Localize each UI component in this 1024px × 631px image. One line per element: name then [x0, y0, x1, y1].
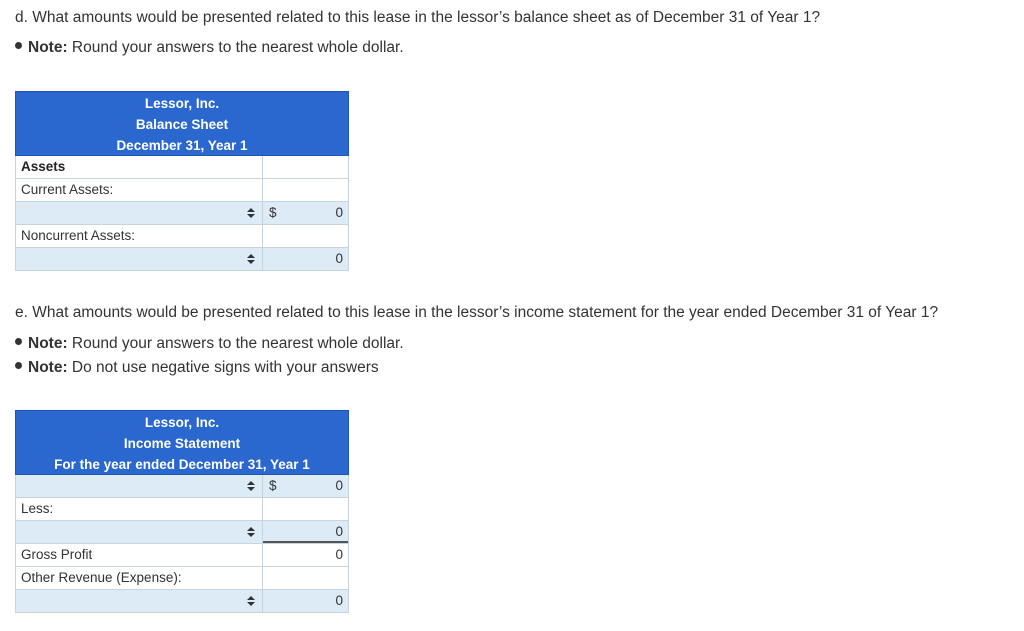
noncurrent-assets-label-row [15, 225, 349, 248]
income-statement-header: Lessor, Inc. Income Statement For the year ended December 31, Year 1 [15, 410, 349, 475]
select-arrows-icon [246, 595, 256, 607]
bullet-icon [15, 362, 22, 369]
assets-heading-row [15, 156, 349, 179]
current-assets-input-row [15, 202, 349, 225]
select-arrows-icon [246, 207, 256, 219]
cost-input-row [15, 521, 349, 544]
income-statement-table [15, 410, 349, 613]
noncurrent-assets-label: Noncurrent Assets: [16, 225, 263, 247]
dollar-sign: $ [269, 478, 277, 493]
other-revenue-amount-input[interactable] [263, 590, 348, 612]
bullet-icon [15, 338, 22, 345]
gross-profit-row [15, 544, 349, 567]
noncurrent-assets-amount: 0 [335, 251, 343, 266]
assets-label: Assets [16, 156, 263, 178]
revenue-input-row [15, 475, 349, 498]
dollar-sign: $ [269, 205, 277, 220]
balance-sheet-header: Lessor, Inc. Balance Sheet December 31, Year 1 [15, 91, 349, 156]
cost-amount-input[interactable] [263, 521, 348, 543]
current-assets-label-row [15, 179, 349, 202]
balance-sheet-table [15, 91, 349, 271]
gross-profit-amount: 0 [335, 547, 343, 562]
select-arrows-icon [246, 526, 256, 538]
noncurrent-assets-account-select[interactable] [16, 248, 263, 270]
current-assets-amount-input[interactable] [263, 202, 348, 224]
cost-amount: 0 [335, 524, 343, 539]
revenue-account-select[interactable] [16, 475, 263, 497]
current-assets-label: Current Assets: [16, 179, 263, 201]
other-revenue-label: Other Revenue (Expense): [16, 567, 263, 589]
other-revenue-label-row [15, 567, 349, 590]
current-assets-amount: 0 [335, 205, 343, 220]
cost-account-select[interactable] [16, 521, 263, 543]
revenue-amount-input[interactable] [263, 475, 348, 497]
bullet-icon [15, 42, 22, 49]
note-e-rounding: Note: Round your answers to the nearest whole dollar. [15, 334, 404, 354]
question-e: e. What amounts would be presented related to this lease in the lessor’s income statement for the year ended December 31 of Year 1? [15, 304, 939, 321]
less-label-row [15, 498, 349, 521]
note-d-rounding: Note: Round your answers to the nearest whole dollar. [15, 38, 404, 58]
select-arrows-icon [246, 253, 256, 265]
gross-profit-value-cell [263, 544, 348, 566]
other-revenue-account-select[interactable] [16, 590, 263, 612]
question-d: d. What amounts would be presented related to this lease in the lessor’s balance sheet as of December 31 of Year 1? [15, 9, 821, 26]
note-e-negative-signs: Note: Do not use negative signs with your answers [15, 358, 379, 378]
noncurrent-assets-amount-input[interactable] [263, 248, 348, 270]
other-revenue-amount: 0 [335, 593, 343, 608]
other-revenue-input-row [15, 590, 349, 613]
less-label: Less: [16, 498, 263, 520]
current-assets-account-select[interactable] [16, 202, 263, 224]
noncurrent-assets-input-row [15, 248, 349, 271]
select-arrows-icon [246, 480, 256, 492]
revenue-amount: 0 [335, 478, 343, 493]
gross-profit-label: Gross Profit [16, 544, 263, 566]
